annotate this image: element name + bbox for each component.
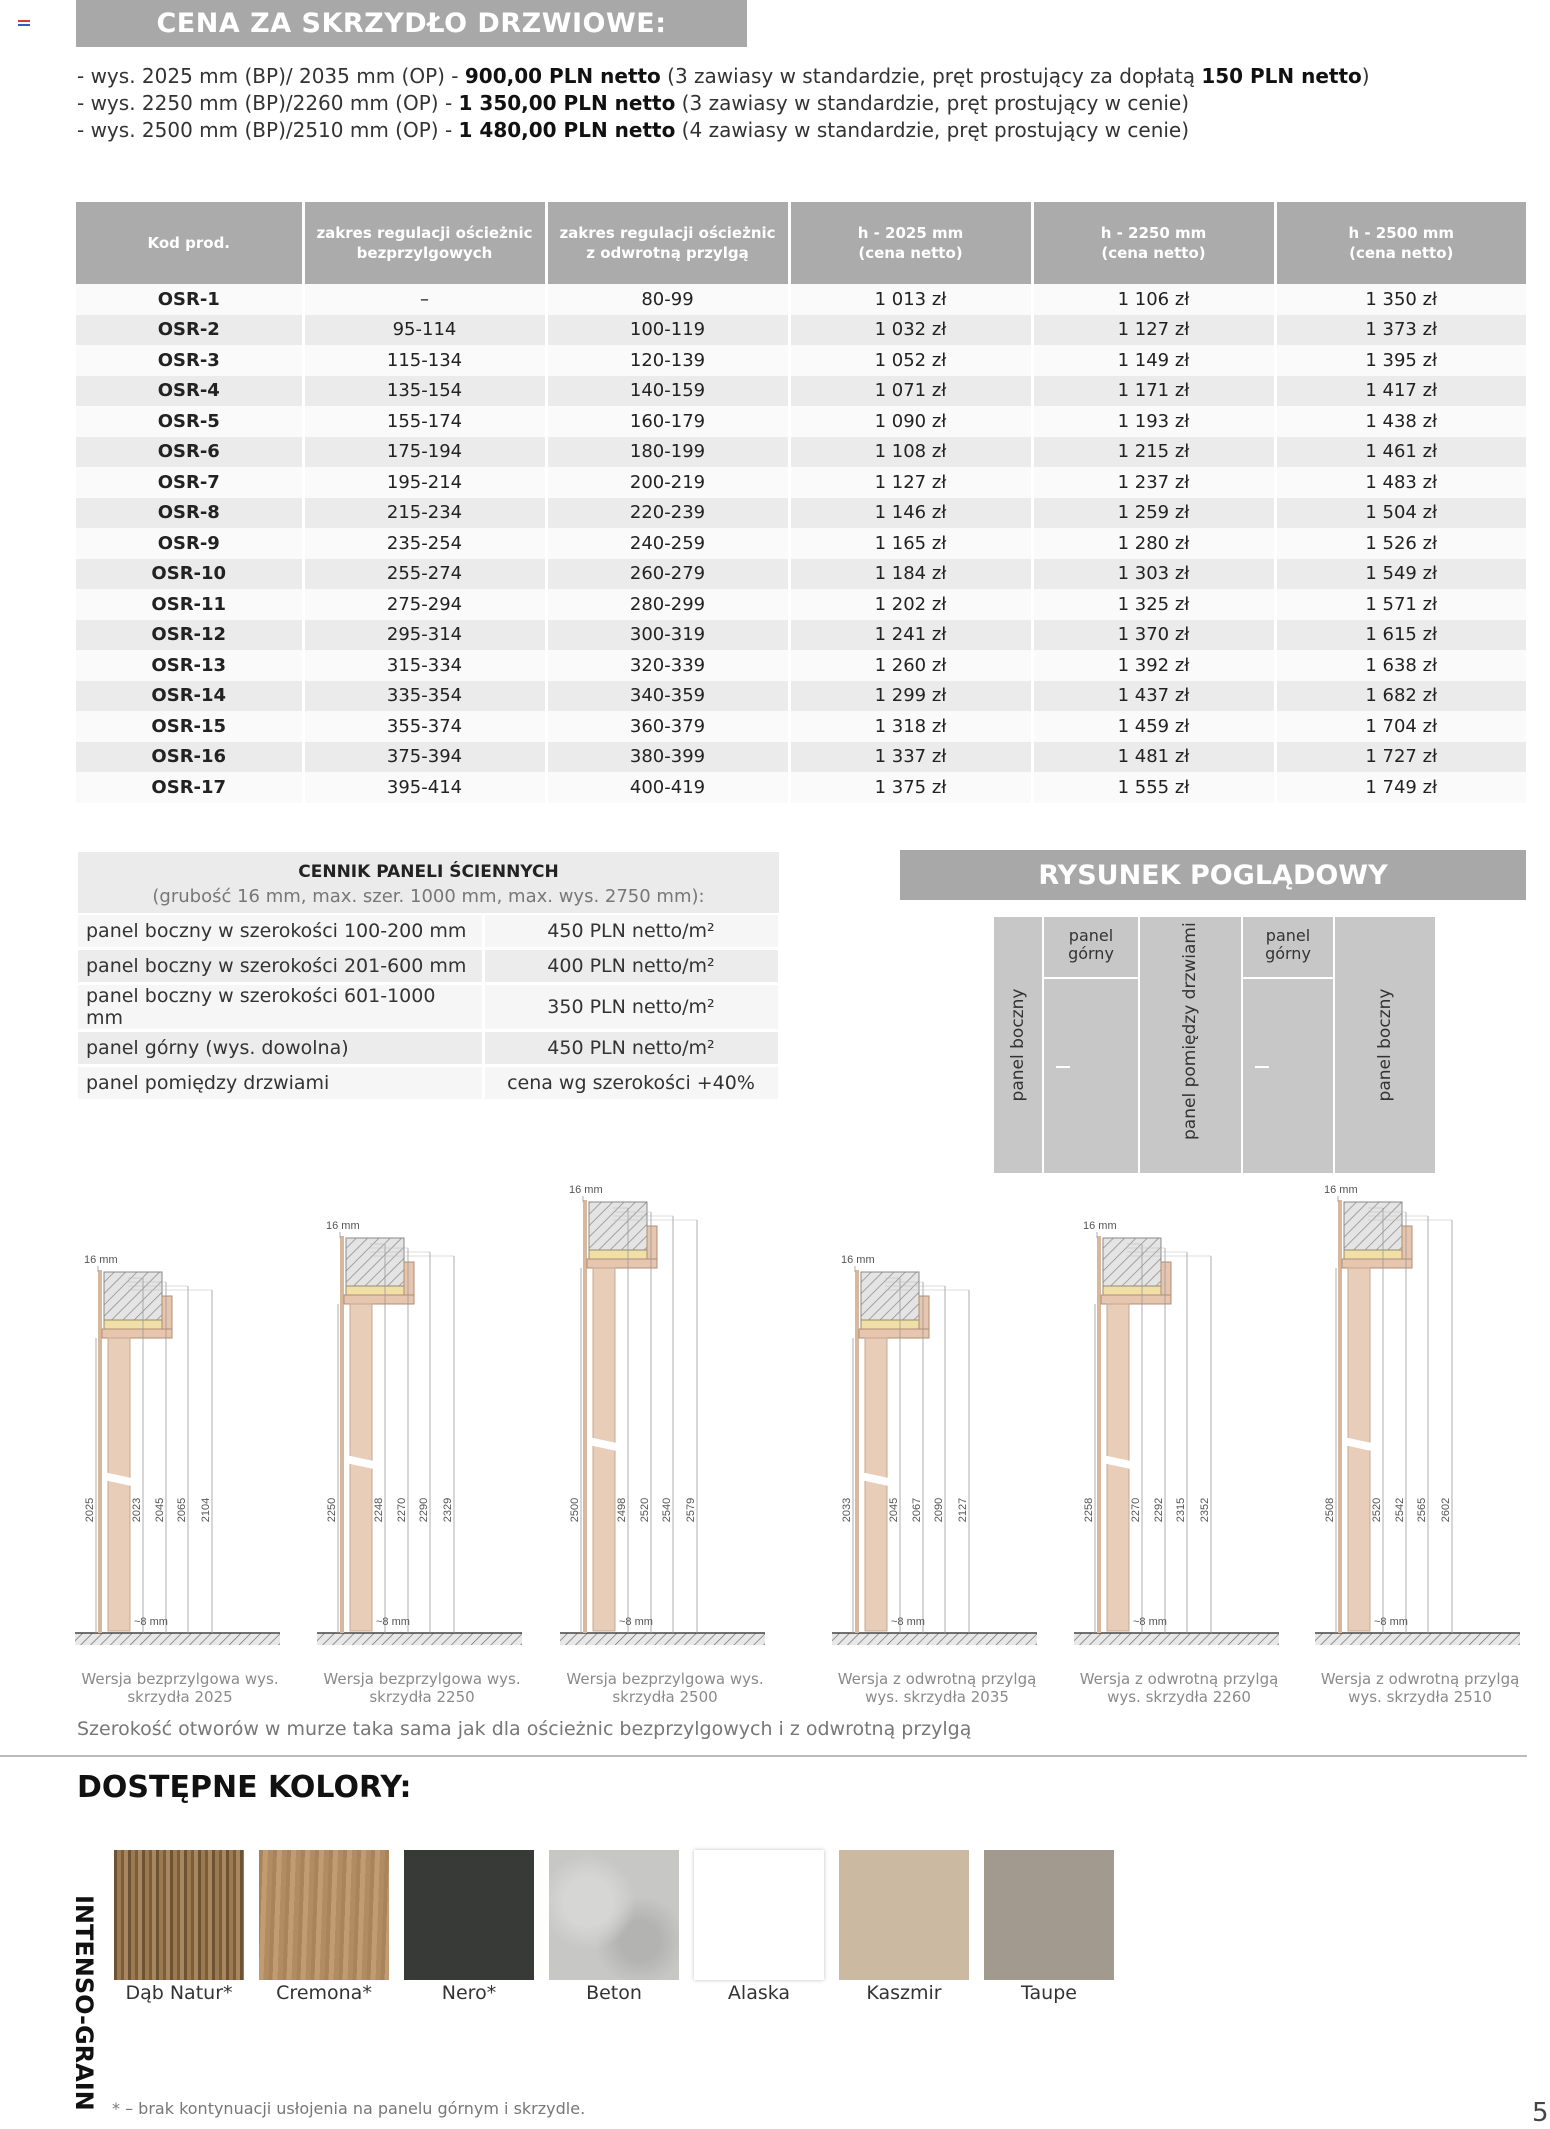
dimension-label: 2290	[418, 1497, 430, 1523]
table-cell: 1 165 zł	[789, 528, 1032, 559]
table-cell: 335-354	[303, 681, 546, 712]
table-cell: 300-319	[546, 620, 789, 651]
table-cell: 180-199	[546, 437, 789, 468]
table-cell: 215-234	[303, 498, 546, 529]
column-header-line: (cena netto)	[1101, 244, 1206, 262]
table-cell: 1 438 zł	[1275, 406, 1526, 437]
panel-row	[78, 949, 779, 984]
swatch-name: Kaszmir	[866, 1982, 942, 2004]
table-cell: 1 146 zł	[789, 498, 1032, 529]
profile-caption	[1069, 1670, 1289, 1706]
frame-profile-drawings	[70, 1180, 1530, 1720]
section-divider	[0, 1755, 1527, 1757]
product-code: OSR-3	[76, 345, 303, 376]
table-cell: 1 259 zł	[1032, 498, 1275, 529]
product-code: OSR-7	[76, 467, 303, 498]
panel-row	[78, 915, 779, 949]
dimension-label: 2067	[911, 1497, 923, 1523]
table-row	[76, 650, 1526, 681]
dimension-label: 2090	[933, 1497, 945, 1523]
table-cell: 1 437 zł	[1032, 681, 1275, 712]
drawing-door-left	[1044, 979, 1138, 1173]
panel-price: 400 PLN netto/m²	[483, 949, 779, 984]
column-header	[1275, 202, 1526, 284]
product-code: OSR-12	[76, 620, 303, 651]
wall-section	[346, 1238, 404, 1286]
dimension-label: 2045	[154, 1497, 166, 1523]
panel-name: panel górny (wys. dowolna)	[78, 1031, 483, 1066]
price-line	[77, 90, 1370, 117]
table-cell: 100-119	[546, 315, 789, 346]
table-row	[76, 711, 1526, 742]
panel-price: 450 PLN netto/m²	[483, 915, 779, 949]
table-cell: 1 127 zł	[789, 467, 1032, 498]
wall-opening-note: Szerokość otworów w murze taka sama jak dla ościeżnic bezprzylgowych i z odwrotną przylgą	[77, 1718, 972, 1740]
taupe-solid-swatch	[984, 1850, 1114, 1980]
column-header-line: (cena netto)	[858, 244, 963, 262]
panel-price-table	[78, 915, 781, 1102]
panel-table-title: CENNIK PANELI ŚCIENNYCH	[298, 862, 559, 882]
dimension-label: 2270	[396, 1497, 408, 1523]
gap-label: ~8 mm	[619, 1616, 653, 1628]
profile-caption	[827, 1670, 1047, 1706]
panel-row	[78, 1031, 779, 1066]
profile-drawing	[312, 1180, 532, 1710]
page-title: CENA ZA SKRZYDŁO DRZWIOWE:	[76, 0, 747, 47]
table-row	[76, 345, 1526, 376]
dimension-label: 2315	[1175, 1497, 1187, 1523]
page-number: 5	[1532, 2098, 1549, 2128]
table-cell: 1 749 zł	[1275, 772, 1526, 803]
price-table-header	[76, 202, 1526, 284]
table-cell: 1 149 zł	[1032, 345, 1275, 376]
price-line-text: - wys. 2025 mm (BP)/ 2035 mm (OP) -	[77, 64, 465, 88]
table-cell: 1 549 zł	[1275, 559, 1526, 590]
colors-title: DOSTĘPNE KOLORY:	[77, 1770, 412, 1805]
panel-table-header	[78, 852, 779, 913]
table-row	[76, 681, 1526, 712]
table-cell: 275-294	[303, 589, 546, 620]
table-cell: 220-239	[546, 498, 789, 529]
column-header-line: (cena netto)	[1349, 244, 1454, 262]
table-row	[76, 559, 1526, 590]
gap-label: ~8 mm	[134, 1616, 168, 1628]
gap-label: ~8 mm	[376, 1616, 410, 1628]
profile-svg	[1310, 1180, 1530, 1650]
profile-caption-line: Wersja z odwrotną przylgą	[1079, 1670, 1279, 1688]
wall-section	[589, 1202, 647, 1250]
table-row	[76, 528, 1526, 559]
table-cell: 1 184 zł	[789, 559, 1032, 590]
height-label: 2258	[1083, 1497, 1095, 1523]
price-line-amount: 1 480,00 PLN netto	[458, 118, 676, 142]
wall-section	[861, 1272, 919, 1320]
profile-caption-line: wys. skrzydła 2510	[1348, 1688, 1492, 1706]
table-row	[76, 437, 1526, 468]
table-row	[76, 772, 1526, 803]
product-code: OSR-15	[76, 711, 303, 742]
swatch-name: Nero*	[441, 1982, 497, 2004]
floor-hatch	[560, 1633, 765, 1645]
profile-caption-line: Wersja z odwrotną przylgą	[837, 1670, 1037, 1688]
table-cell: 1 461 zł	[1275, 437, 1526, 468]
price-line-text: - wys. 2500 mm (BP)/2510 mm (OP) -	[77, 118, 459, 142]
thickness-label: 16 mm	[1083, 1220, 1117, 1232]
column-header-line: Kod prod.	[147, 234, 230, 252]
price-line-text: (3 zawiasy w standardzie, pręt prostujący w cenie)	[675, 91, 1190, 115]
price-line-text: - wys. 2250 mm (BP)/2260 mm (OP) -	[77, 91, 459, 115]
floor-hatch	[1074, 1633, 1279, 1645]
frame-strip	[861, 1320, 921, 1329]
table-cell: 1 108 zł	[789, 437, 1032, 468]
table-cell: 200-219	[546, 467, 789, 498]
profile-drawing	[827, 1180, 1047, 1710]
price-line-text: (3 zawiasy w standardzie, pręt prostujący za dopłatą	[660, 64, 1202, 88]
table-cell: 260-279	[546, 559, 789, 590]
height-label: 2500	[569, 1497, 581, 1523]
dimension-label: 2292	[1153, 1497, 1165, 1523]
table-cell: 95-114	[303, 315, 546, 346]
dimension-label: 2520	[1371, 1497, 1383, 1523]
thickness-label: 16 mm	[841, 1254, 875, 1266]
door-handle-left	[1056, 1066, 1070, 1068]
table-row	[76, 376, 1526, 407]
beige-solid-swatch	[839, 1850, 969, 1980]
swatch-name: Cremona*	[276, 1982, 372, 2004]
dimension-label: 2352	[1199, 1497, 1211, 1523]
profile-caption-line: Wersja bezprzylgowa wys.	[81, 1670, 279, 1688]
table-row	[76, 284, 1526, 315]
dimension-label: 2248	[373, 1497, 385, 1523]
table-row	[76, 315, 1526, 346]
drawing-door-right	[1243, 979, 1333, 1173]
table-cell: 240-259	[546, 528, 789, 559]
column-header	[76, 202, 303, 284]
panel-price: 350 PLN netto/m²	[483, 984, 779, 1031]
dimension-label: 2579	[685, 1497, 697, 1523]
table-cell: 1 682 zł	[1275, 681, 1526, 712]
floor-hatch	[1315, 1633, 1520, 1645]
column-header-line: bezprzylgowych	[356, 244, 493, 262]
product-code: OSR-4	[76, 376, 303, 407]
price-line	[77, 63, 1370, 90]
table-cell: 1 337 zł	[789, 742, 1032, 773]
panel-name: panel boczny w szerokości 100-200 mm	[78, 915, 483, 949]
drawing-side-label-right: panel boczny	[1375, 988, 1395, 1102]
table-cell: 255-274	[303, 559, 546, 590]
table-cell: 195-214	[303, 467, 546, 498]
price-line	[77, 117, 1370, 144]
table-cell: 355-374	[303, 711, 546, 742]
table-row	[76, 589, 1526, 620]
product-code: OSR-2	[76, 315, 303, 346]
profile-caption	[312, 1670, 532, 1706]
table-cell: 1 071 zł	[789, 376, 1032, 407]
panel-name: panel pomiędzy drzwiami	[78, 1066, 483, 1101]
column-header-line: zakres regulacji ościeżnic	[316, 224, 533, 242]
column-header-line: h - 2500 mm	[1348, 224, 1455, 242]
dimension-label: 2023	[131, 1497, 143, 1523]
table-cell: 315-334	[303, 650, 546, 681]
gap-label: ~8 mm	[1133, 1616, 1167, 1628]
dimension-label: 2542	[1394, 1497, 1406, 1523]
table-row	[76, 498, 1526, 529]
table-row	[76, 467, 1526, 498]
floor-hatch	[75, 1633, 280, 1645]
floor-hatch	[832, 1633, 1037, 1645]
profile-svg	[555, 1180, 775, 1650]
gap-label: ~8 mm	[891, 1616, 925, 1628]
drawing-top-label-left: panel górny	[1068, 926, 1114, 963]
table-cell: 1 303 zł	[1032, 559, 1275, 590]
swatch-name: Alaska	[727, 1982, 791, 2004]
table-cell: 1 638 zł	[1275, 650, 1526, 681]
product-code: OSR-9	[76, 528, 303, 559]
column-header	[546, 202, 789, 284]
table-cell: 320-339	[546, 650, 789, 681]
product-code: OSR-13	[76, 650, 303, 681]
thickness-label: 16 mm	[569, 1184, 603, 1196]
table-row	[76, 742, 1526, 773]
table-cell: 120-139	[546, 345, 789, 376]
table-cell: 1 370 zł	[1032, 620, 1275, 651]
table-cell: 1 395 zł	[1275, 345, 1526, 376]
table-cell: 1 215 zł	[1032, 437, 1275, 468]
oak-wood-texture-swatch	[114, 1850, 244, 1980]
table-cell: 1 571 zł	[1275, 589, 1526, 620]
dark-solid-swatch	[404, 1850, 534, 1980]
table-cell: 1 090 zł	[789, 406, 1032, 437]
concrete-texture-swatch	[549, 1850, 679, 1980]
profile-svg	[312, 1180, 532, 1650]
profile-caption-line: wys. skrzydła 2260	[1107, 1688, 1251, 1706]
product-code: OSR-11	[76, 589, 303, 620]
panel-price: cena wg szerokości +40%	[483, 1066, 779, 1101]
dimension-label: 2104	[200, 1497, 212, 1523]
price-line-text: )	[1361, 64, 1370, 88]
swatch-name: Dąb Natur*	[125, 1982, 233, 2004]
profile-drawing	[1310, 1180, 1530, 1710]
dimension-label: 2127	[957, 1497, 969, 1523]
light-wood-texture-swatch	[259, 1850, 389, 1980]
panel-row	[78, 984, 779, 1031]
wall-section	[1103, 1238, 1161, 1286]
price-line-surcharge: 150 PLN netto	[1201, 64, 1362, 88]
profile-caption-line: Wersja z odwrotną przylgą	[1320, 1670, 1520, 1688]
floor-hatch	[317, 1633, 522, 1645]
product-code: OSR-1	[76, 284, 303, 315]
drawing-middle-label	[1180, 922, 1200, 1140]
profile-caption	[70, 1670, 290, 1706]
swatch-name: Beton	[586, 1982, 642, 2004]
panel-price: 450 PLN netto/m²	[483, 1031, 779, 1066]
product-code: OSR-10	[76, 559, 303, 590]
profile-caption	[1310, 1670, 1530, 1706]
profile-caption	[555, 1670, 775, 1706]
drawing-middle-label-text: panel pomiędzy drzwiami	[1180, 922, 1200, 1140]
corner-mark	[18, 20, 30, 28]
profile-svg	[70, 1180, 290, 1650]
table-cell: 1 127 zł	[1032, 315, 1275, 346]
table-cell: 1 483 zł	[1275, 467, 1526, 498]
table-cell: 400-419	[546, 772, 789, 803]
thickness-label: 16 mm	[326, 1220, 360, 1232]
profile-caption-line: Wersja bezprzylgowa wys.	[323, 1670, 521, 1688]
profile-drawing	[555, 1180, 775, 1710]
gap-label: ~8 mm	[1374, 1616, 1408, 1628]
panel-table-subtitle: (grubość 16 mm, max. szer. 1000 mm, max. wys. 2750 mm):	[152, 886, 705, 907]
table-cell: 280-299	[546, 589, 789, 620]
dimension-label: 2270	[1130, 1497, 1142, 1523]
profile-drawing	[70, 1180, 290, 1710]
dimension-label: 2540	[661, 1497, 673, 1523]
profile-caption-line: Wersja bezprzylgowa wys.	[566, 1670, 764, 1688]
thickness-label: 16 mm	[1324, 1184, 1358, 1196]
drawing-side-label-left: panel boczny	[1008, 988, 1028, 1102]
table-cell: 1 392 zł	[1032, 650, 1275, 681]
frame-strip	[104, 1320, 164, 1329]
dimension-label: 2602	[1440, 1497, 1452, 1523]
profile-caption-line: skrzydła 2025	[127, 1688, 233, 1706]
table-cell: 1 241 zł	[789, 620, 1032, 651]
table-cell: 1 325 zł	[1032, 589, 1275, 620]
panel-name: panel boczny w szerokości 201-600 mm	[78, 949, 483, 984]
table-cell: 375-394	[303, 742, 546, 773]
table-cell: 155-174	[303, 406, 546, 437]
column-header-line: h - 2025 mm	[857, 224, 964, 242]
table-cell: 1 171 zł	[1032, 376, 1275, 407]
profile-caption-line: wys. skrzydła 2035	[865, 1688, 1009, 1706]
table-cell: 160-179	[546, 406, 789, 437]
table-cell: 1 280 zł	[1032, 528, 1275, 559]
dimension-label: 2565	[1416, 1497, 1428, 1523]
column-header-line: h - 2250 mm	[1100, 224, 1207, 242]
drawing-title: RYSUNEK POGLĄDOWY	[900, 850, 1526, 900]
white-solid-swatch	[694, 1850, 824, 1980]
table-cell: 1 193 zł	[1032, 406, 1275, 437]
door-handle-right	[1255, 1066, 1269, 1068]
drawing-top-label-right: panel górny	[1265, 926, 1311, 963]
table-cell: –	[303, 284, 546, 315]
column-header	[789, 202, 1032, 284]
dimension-label: 2520	[639, 1497, 651, 1523]
price-line-amount: 1 350,00 PLN netto	[458, 91, 676, 115]
table-cell: 1 704 zł	[1275, 711, 1526, 742]
thickness-label: 16 mm	[84, 1254, 118, 1266]
color-group-label: INTENSO-GRAIN	[70, 1895, 98, 2111]
product-code: OSR-8	[76, 498, 303, 529]
height-label: 2025	[84, 1497, 96, 1523]
frame-strip	[589, 1250, 649, 1259]
dimension-label: 2498	[616, 1497, 628, 1523]
table-cell: 235-254	[303, 528, 546, 559]
table-cell: 1 504 zł	[1275, 498, 1526, 529]
table-cell: 1 350 zł	[1275, 284, 1526, 315]
table-cell: 340-359	[546, 681, 789, 712]
table-cell: 395-414	[303, 772, 546, 803]
height-label: 2508	[1324, 1497, 1336, 1523]
table-cell: 1 459 zł	[1032, 711, 1275, 742]
height-label: 2250	[326, 1497, 338, 1523]
table-cell: 1 052 zł	[789, 345, 1032, 376]
table-cell: 1 615 zł	[1275, 620, 1526, 651]
table-cell: 1 202 zł	[789, 589, 1032, 620]
wall-section	[104, 1272, 162, 1320]
table-cell: 1 237 zł	[1032, 467, 1275, 498]
price-line-amount: 900,00 PLN netto	[464, 64, 661, 88]
profile-svg	[827, 1180, 1047, 1650]
table-cell: 140-159	[546, 376, 789, 407]
table-row	[76, 620, 1526, 651]
table-cell: 1 417 zł	[1275, 376, 1526, 407]
profile-drawing	[1069, 1180, 1289, 1710]
table-cell: 135-154	[303, 376, 546, 407]
table-cell: 1 727 zł	[1275, 742, 1526, 773]
frame-strip	[1344, 1250, 1404, 1259]
table-cell: 360-379	[546, 711, 789, 742]
frame-strip	[346, 1286, 406, 1295]
column-header-line: zakres regulacji ościeżnic	[559, 224, 776, 242]
product-code: OSR-16	[76, 742, 303, 773]
profile-svg	[1069, 1180, 1289, 1650]
table-cell: 115-134	[303, 345, 546, 376]
table-cell: 1 260 zł	[789, 650, 1032, 681]
table-cell: 1 013 zł	[789, 284, 1032, 315]
product-code: OSR-14	[76, 681, 303, 712]
table-cell: 1 481 zł	[1032, 742, 1275, 773]
dimension-label: 2329	[442, 1497, 454, 1523]
table-cell: 1 318 zł	[789, 711, 1032, 742]
table-cell: 80-99	[546, 284, 789, 315]
table-cell: 1 526 zł	[1275, 528, 1526, 559]
table-cell: 1 555 zł	[1032, 772, 1275, 803]
product-code: OSR-6	[76, 437, 303, 468]
price-table	[76, 202, 1526, 803]
column-header-line: z odwrotną przylgą	[586, 244, 749, 262]
column-header	[303, 202, 546, 284]
product-code: OSR-17	[76, 772, 303, 803]
price-line-text: (4 zawiasy w standardzie, pręt prostujący w cenie)	[675, 118, 1190, 142]
product-code: OSR-5	[76, 406, 303, 437]
price-lines	[77, 63, 1370, 144]
table-cell: 1 032 zł	[789, 315, 1032, 346]
table-cell: 380-399	[546, 742, 789, 773]
table-cell: 1 375 zł	[789, 772, 1032, 803]
dimension-label: 2045	[888, 1497, 900, 1523]
table-cell: 1 106 zł	[1032, 284, 1275, 315]
wall-section	[1344, 1202, 1402, 1250]
panel-price-box	[78, 852, 779, 1102]
table-cell: 1 299 zł	[789, 681, 1032, 712]
column-header	[1032, 202, 1275, 284]
panel-row	[78, 1066, 779, 1101]
table-row	[76, 406, 1526, 437]
panel-layout-drawing	[994, 917, 1435, 1173]
panel-name: panel boczny w szerokości 601-1000 mm	[78, 984, 483, 1031]
profile-caption-line: skrzydła 2500	[612, 1688, 718, 1706]
frame-strip	[1103, 1286, 1163, 1295]
dimension-label: 2065	[176, 1497, 188, 1523]
swatch-name: Taupe	[1021, 1982, 1077, 2004]
table-cell: 295-314	[303, 620, 546, 651]
height-label: 2033	[841, 1497, 853, 1523]
table-cell: 175-194	[303, 437, 546, 468]
profile-caption-line: skrzydła 2250	[369, 1688, 475, 1706]
footnote: * – brak kontynuacji usłojenia na panelu górnym i skrzydle.	[112, 2099, 586, 2118]
table-cell: 1 373 zł	[1275, 315, 1526, 346]
